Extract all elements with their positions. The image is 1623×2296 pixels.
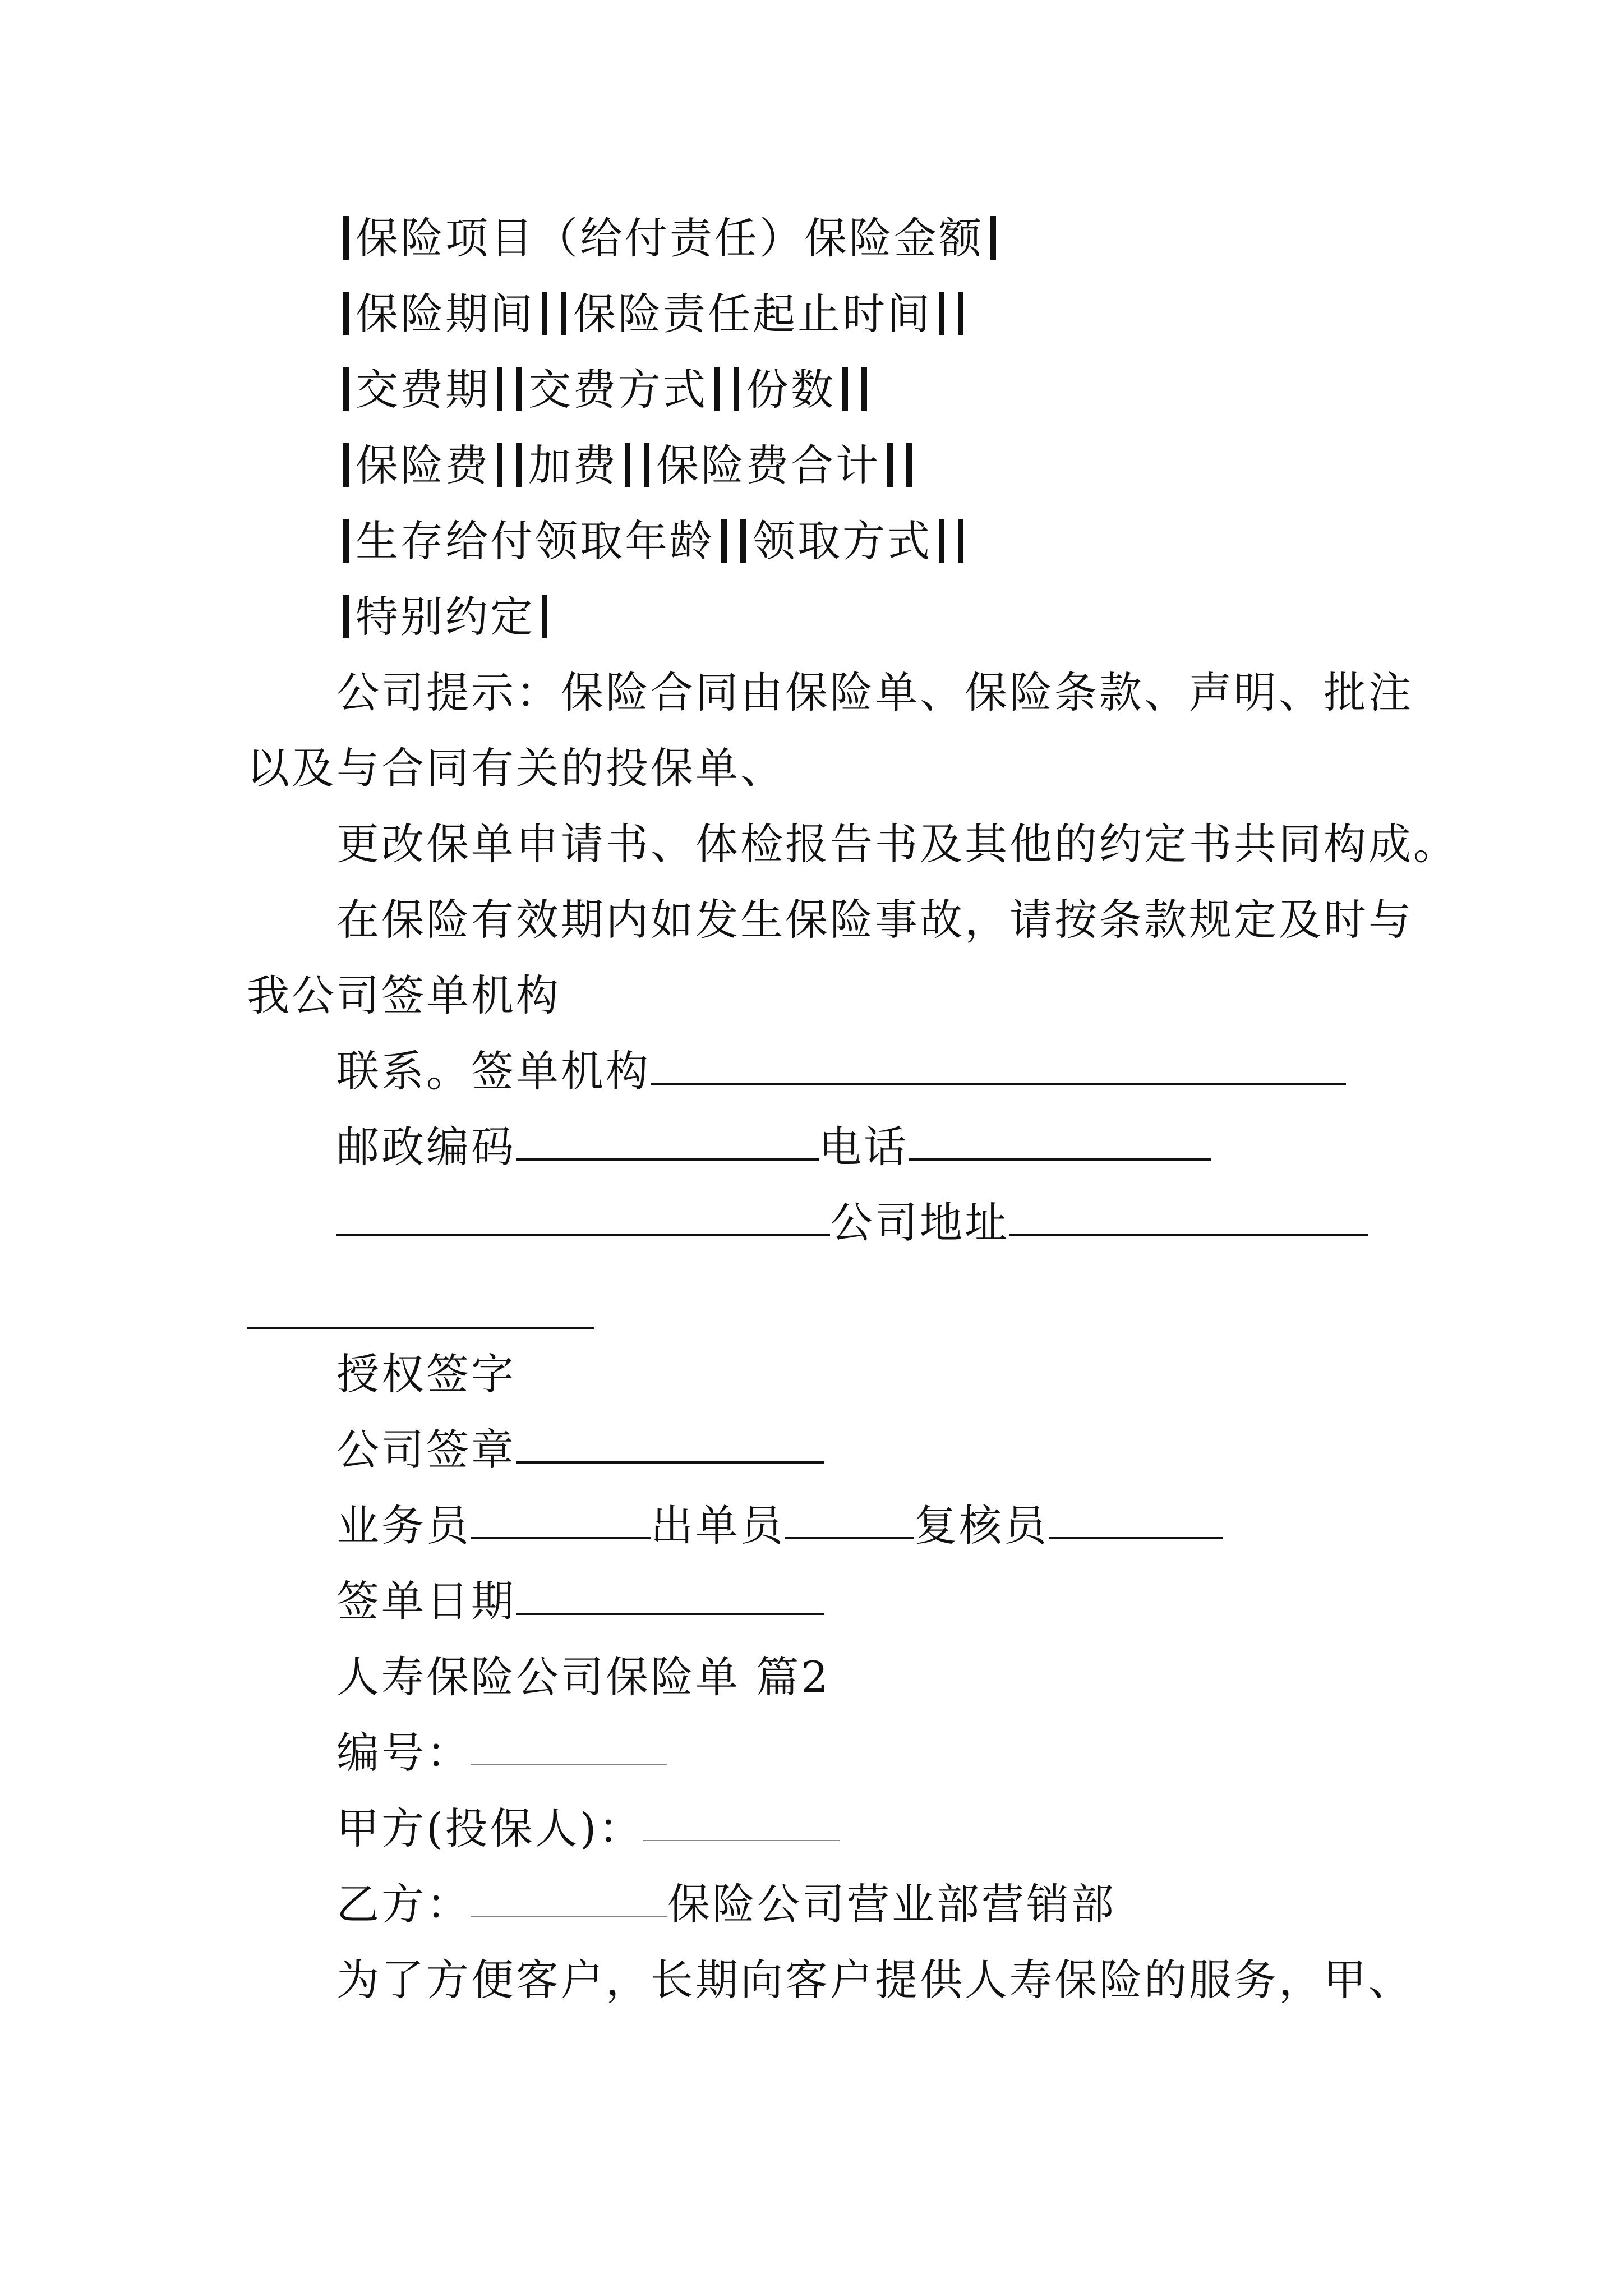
phone-label: 电话 bbox=[819, 1122, 909, 1172]
table-border bbox=[958, 292, 963, 335]
notice-line: 公司提示：保险合同由保险单、保险条款、声明、批注 bbox=[336, 668, 1413, 717]
table-row-premium bbox=[336, 438, 919, 494]
party-a-row bbox=[336, 1801, 840, 1857]
table-border bbox=[939, 519, 944, 563]
table-border bbox=[343, 519, 349, 563]
table-border bbox=[516, 443, 522, 487]
table-border bbox=[542, 292, 547, 335]
table-border bbox=[721, 519, 727, 563]
signing-office-row bbox=[336, 1043, 1346, 1099]
payment-term-label: 交费期 bbox=[356, 365, 490, 415]
table-border bbox=[734, 367, 739, 411]
sign-date-field[interactable] bbox=[516, 1573, 824, 1615]
address-label: 公司地址 bbox=[830, 1198, 1009, 1248]
sign-date-row bbox=[336, 1573, 824, 1630]
table-border bbox=[842, 367, 848, 411]
table-row-coverage bbox=[336, 210, 1003, 266]
table-row-special bbox=[336, 589, 554, 645]
special-agreement-label: 特别约定 bbox=[356, 592, 535, 642]
notice-line: 我公司签单机构 bbox=[247, 970, 561, 1020]
party-a-field[interactable] bbox=[643, 1801, 840, 1841]
premium-total-label: 保险费合计 bbox=[656, 440, 880, 490]
table-row-payment bbox=[336, 362, 874, 418]
table-border bbox=[516, 367, 522, 411]
table-border bbox=[561, 292, 566, 335]
table-border bbox=[343, 292, 349, 335]
table-border bbox=[497, 443, 502, 487]
contract-number-label: 编号： bbox=[336, 1728, 471, 1778]
table-border bbox=[906, 443, 912, 487]
extra-premium-label: 加费 bbox=[528, 440, 618, 490]
issuer-label: 出单员 bbox=[651, 1501, 785, 1550]
address-row bbox=[336, 1195, 1368, 1251]
party-a-label: 甲方(投保人)： bbox=[336, 1803, 644, 1853]
authorized-sign-label: 授权签字 bbox=[336, 1349, 516, 1399]
company-seal-field[interactable] bbox=[516, 1422, 824, 1464]
party-b-label: 乙方： bbox=[336, 1879, 471, 1929]
table-border bbox=[740, 519, 746, 563]
contract-number-row bbox=[336, 1725, 667, 1781]
table-border bbox=[497, 367, 502, 411]
reviewer-label: 复核员 bbox=[914, 1501, 1049, 1550]
table-border bbox=[343, 216, 349, 260]
section2-intro: 为了方便客户，长期向客户提供人寿保险的服务，甲、 bbox=[336, 1955, 1413, 2005]
payment-method-label: 交费方式 bbox=[528, 365, 708, 415]
liability-period-label: 保险责任起止时间 bbox=[573, 289, 932, 339]
table-border bbox=[625, 443, 630, 487]
salesperson-label: 业务员 bbox=[336, 1501, 471, 1550]
table-border bbox=[542, 595, 547, 638]
company-seal-row bbox=[336, 1422, 824, 1478]
notice-line: 更改保单申请书、体检报告书及其他的约定书共同构成。 bbox=[336, 819, 1458, 869]
party-b-field[interactable] bbox=[471, 1876, 667, 1917]
company-seal-label: 公司签章 bbox=[336, 1425, 516, 1475]
table-border bbox=[939, 292, 944, 335]
notice-line: 以及与合同有关的投保单、 bbox=[247, 743, 785, 793]
table-border bbox=[343, 595, 349, 638]
table-row-period bbox=[336, 286, 970, 342]
address-field-continued[interactable] bbox=[247, 1327, 594, 1329]
table-border bbox=[990, 216, 996, 260]
phone-field[interactable] bbox=[909, 1119, 1211, 1161]
postal-code-label: 邮政编码 bbox=[336, 1122, 516, 1172]
table-border bbox=[714, 367, 720, 411]
table-border bbox=[861, 367, 867, 411]
notice-line: 在保险有效期内如发生保险事故，请按条款规定及时与 bbox=[336, 895, 1413, 945]
section2-title: 人寿保险公司保险单 篇2 bbox=[336, 1652, 831, 1702]
signing-office-label: 联系。签单机构 bbox=[336, 1046, 651, 1096]
sign-date-label: 签单日期 bbox=[336, 1576, 516, 1626]
phone-field-continued[interactable] bbox=[336, 1195, 830, 1236]
staff-row bbox=[336, 1498, 1223, 1554]
coverage-item-label: 保险项目（给付责任）保险金额 bbox=[356, 213, 984, 263]
issuer-field[interactable] bbox=[785, 1498, 914, 1539]
table-border bbox=[343, 367, 349, 411]
table-border bbox=[958, 519, 963, 563]
table-border bbox=[887, 443, 893, 487]
reviewer-field[interactable] bbox=[1049, 1498, 1223, 1539]
contract-number-field[interactable] bbox=[471, 1725, 667, 1765]
party-b-row bbox=[336, 1876, 1116, 1932]
table-border bbox=[343, 443, 349, 487]
postal-code-field[interactable] bbox=[516, 1119, 819, 1161]
table-row-survival bbox=[336, 513, 970, 569]
table-border bbox=[644, 443, 649, 487]
salesperson-field[interactable] bbox=[471, 1498, 651, 1539]
postal-phone-row bbox=[336, 1119, 1211, 1175]
insurance-period-label: 保险期间 bbox=[356, 289, 535, 339]
address-field[interactable] bbox=[1009, 1195, 1368, 1236]
premium-label: 保险费 bbox=[356, 440, 490, 490]
survival-age-label: 生存给付领取年龄 bbox=[356, 516, 714, 566]
party-b-suffix: 保险公司营业部营销部 bbox=[667, 1879, 1116, 1929]
signing-office-field[interactable] bbox=[651, 1043, 1346, 1085]
claim-method-label: 领取方式 bbox=[753, 516, 932, 566]
units-label: 份数 bbox=[746, 365, 836, 415]
